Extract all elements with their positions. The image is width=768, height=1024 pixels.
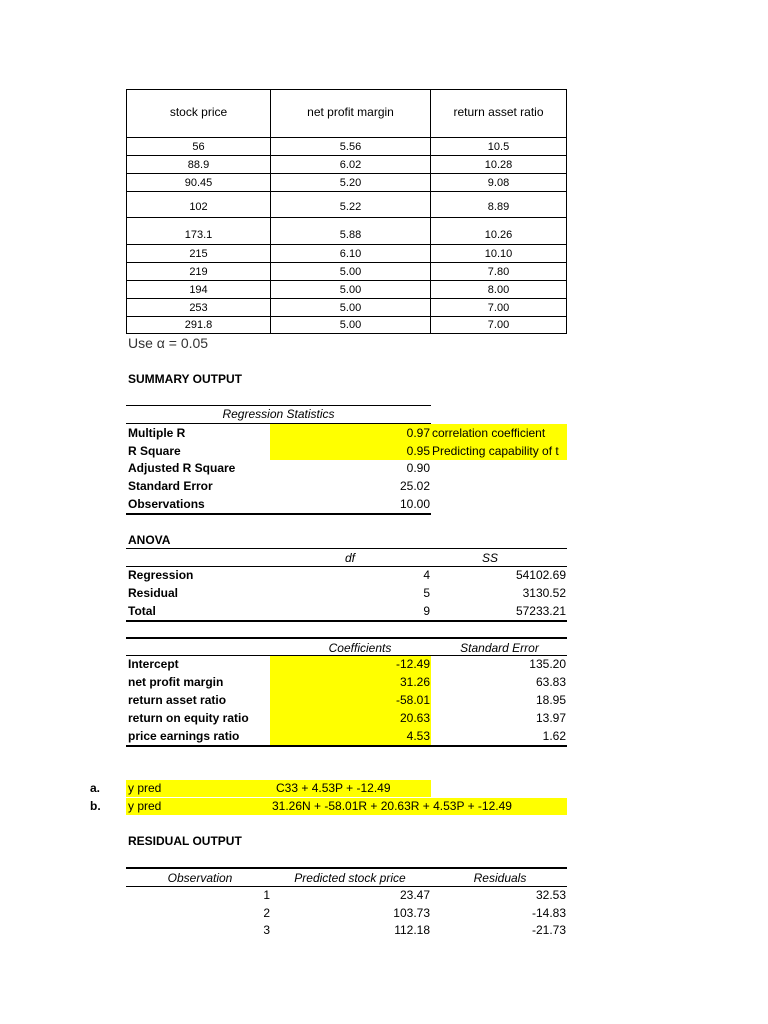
table-cell: 5.00 xyxy=(339,302,362,314)
table-cell: 10.28 xyxy=(484,159,513,171)
residual-output-title: RESIDUAL OUTPUT xyxy=(128,834,242,848)
table-cell: 9.08 xyxy=(487,177,510,189)
stat-note: correlation coefficient xyxy=(432,426,546,440)
anova-header-df: df xyxy=(344,551,355,565)
stat-value: 0.90 xyxy=(406,461,430,475)
table-cell: 6.10 xyxy=(339,248,362,260)
table-rule xyxy=(126,637,567,639)
residual-value: -21.73 xyxy=(531,923,566,937)
row-divider xyxy=(126,280,567,281)
coef-value: 4.53 xyxy=(406,729,430,743)
table-cell: 102 xyxy=(189,201,208,213)
table-rule xyxy=(126,620,567,622)
stat-label: R Square xyxy=(128,444,181,458)
prediction-marker: b. xyxy=(90,799,101,813)
anova-row-label: Total xyxy=(128,604,156,618)
table-cell: 88.9 xyxy=(187,159,210,171)
table-cell: 5.00 xyxy=(339,319,362,331)
residual-value: -14.83 xyxy=(531,906,566,920)
table-cell: 215 xyxy=(189,248,208,260)
row-divider xyxy=(126,244,567,245)
residual-obs: 1 xyxy=(263,888,270,902)
table-cell: 7.80 xyxy=(487,266,510,278)
table-cell: 194 xyxy=(189,284,208,296)
residual-header-residuals: Residuals xyxy=(473,871,527,885)
table-rule xyxy=(126,405,431,406)
coef-value: -58.01 xyxy=(395,693,430,707)
table-rule xyxy=(126,745,567,747)
prediction-formula: C33 + 4.53P + -12.49 xyxy=(276,781,391,795)
row-divider xyxy=(126,137,567,138)
row-divider xyxy=(126,316,567,317)
se-value: 63.83 xyxy=(535,675,566,689)
summary-output-title: SUMMARY OUTPUT xyxy=(128,372,242,386)
table-rule xyxy=(126,513,431,515)
anova-title: ANOVA xyxy=(128,533,171,547)
table-cell: 219 xyxy=(189,266,208,278)
stat-value: 0.95 xyxy=(406,444,430,458)
header-net-profit-margin: net profit margin xyxy=(307,105,394,119)
stat-note: Predicting capability of t xyxy=(432,444,559,458)
residual-pred: 103.73 xyxy=(393,906,430,920)
table-cell: 90.45 xyxy=(184,177,213,189)
alpha-note: Use α = 0.05 xyxy=(128,335,209,351)
residual-value: 32.53 xyxy=(535,888,566,902)
table-rule xyxy=(126,867,567,869)
coef-header: Coefficients xyxy=(328,641,392,655)
table-cell: 8.89 xyxy=(487,201,510,213)
prediction-label: y pred xyxy=(128,799,162,813)
coef-label: Intercept xyxy=(128,657,179,671)
coef-value: 20.63 xyxy=(399,711,430,725)
table-cell: 10.26 xyxy=(484,229,513,241)
coef-value: -12.49 xyxy=(395,657,430,671)
stat-label: Standard Error xyxy=(128,479,213,493)
residual-header-predicted: Predicted stock price xyxy=(294,871,406,885)
stat-label: Observations xyxy=(128,497,205,511)
anova-df: 9 xyxy=(423,604,430,618)
row-divider xyxy=(126,262,567,263)
row-divider xyxy=(126,298,567,299)
table-cell: 5.88 xyxy=(339,229,362,241)
table-cell: 10.10 xyxy=(484,248,513,260)
prediction-formula: 31.26N + -58.01R + 20.63R + 4.53P + -12.49 xyxy=(272,799,512,813)
se-value: 13.97 xyxy=(535,711,566,725)
anova-header-ss: SS xyxy=(481,551,498,565)
anova-df: 5 xyxy=(423,586,430,600)
anova-ss: 3130.52 xyxy=(522,586,566,600)
regression-stats-header: Regression Statistics xyxy=(222,407,335,421)
stat-label: Multiple R xyxy=(128,426,186,440)
se-value: 135.20 xyxy=(529,657,566,671)
se-value: 1.62 xyxy=(542,729,566,743)
table-cell: 5.22 xyxy=(339,201,362,213)
table-cell: 8.00 xyxy=(487,284,510,296)
residual-pred: 23.47 xyxy=(399,888,430,902)
table-cell: 10.5 xyxy=(487,141,510,153)
table-rule xyxy=(126,886,567,887)
residual-obs: 2 xyxy=(263,906,270,920)
table-cell: 5.00 xyxy=(339,266,362,278)
anova-ss: 57233.21 xyxy=(515,604,566,618)
row-divider xyxy=(126,191,567,192)
stat-value: 10.00 xyxy=(399,497,430,511)
table-cell: 7.00 xyxy=(487,302,510,314)
coef-value: 31.26 xyxy=(399,675,430,689)
row-divider xyxy=(126,155,567,156)
anova-df: 4 xyxy=(423,568,430,582)
table-cell: 291.8 xyxy=(184,319,213,331)
se-header: Standard Error xyxy=(460,641,539,655)
se-value: 18.95 xyxy=(535,693,566,707)
table-cell: 253 xyxy=(189,302,208,314)
residual-pred: 112.18 xyxy=(394,923,430,937)
residual-obs: 3 xyxy=(263,923,270,937)
stat-value: 25.02 xyxy=(399,479,430,493)
coef-label: net profit margin xyxy=(128,675,224,689)
table-cell: 7.00 xyxy=(487,319,510,331)
stat-value: 0.97 xyxy=(406,426,430,440)
prediction-label: y pred xyxy=(128,781,162,795)
table-rule xyxy=(126,548,567,549)
table-cell: 5.56 xyxy=(339,141,362,153)
table-cell: 5.20 xyxy=(339,177,362,189)
row-divider xyxy=(126,217,567,218)
anova-row-label: Regression xyxy=(128,568,194,582)
coef-label: price earnings ratio xyxy=(128,729,240,743)
anova-row-label: Residual xyxy=(128,586,179,600)
header-stock-price: stock price xyxy=(169,105,228,119)
table-cell: 56 xyxy=(192,141,205,153)
table-cell: 6.02 xyxy=(339,159,362,171)
stat-label: Adjusted R Square xyxy=(128,461,236,475)
row-divider xyxy=(126,173,567,174)
header-return-asset-ratio: return asset ratio xyxy=(453,105,544,119)
table-cell: 173.1 xyxy=(184,229,213,241)
anova-ss: 54102.69 xyxy=(515,568,566,582)
prediction-marker: a. xyxy=(90,781,101,795)
coef-label: return on equity ratio xyxy=(128,711,249,725)
table-cell: 5.00 xyxy=(339,284,362,296)
residual-header-observation: Observation xyxy=(167,871,233,885)
table-rule xyxy=(126,566,567,567)
coef-label: return asset ratio xyxy=(128,693,227,707)
